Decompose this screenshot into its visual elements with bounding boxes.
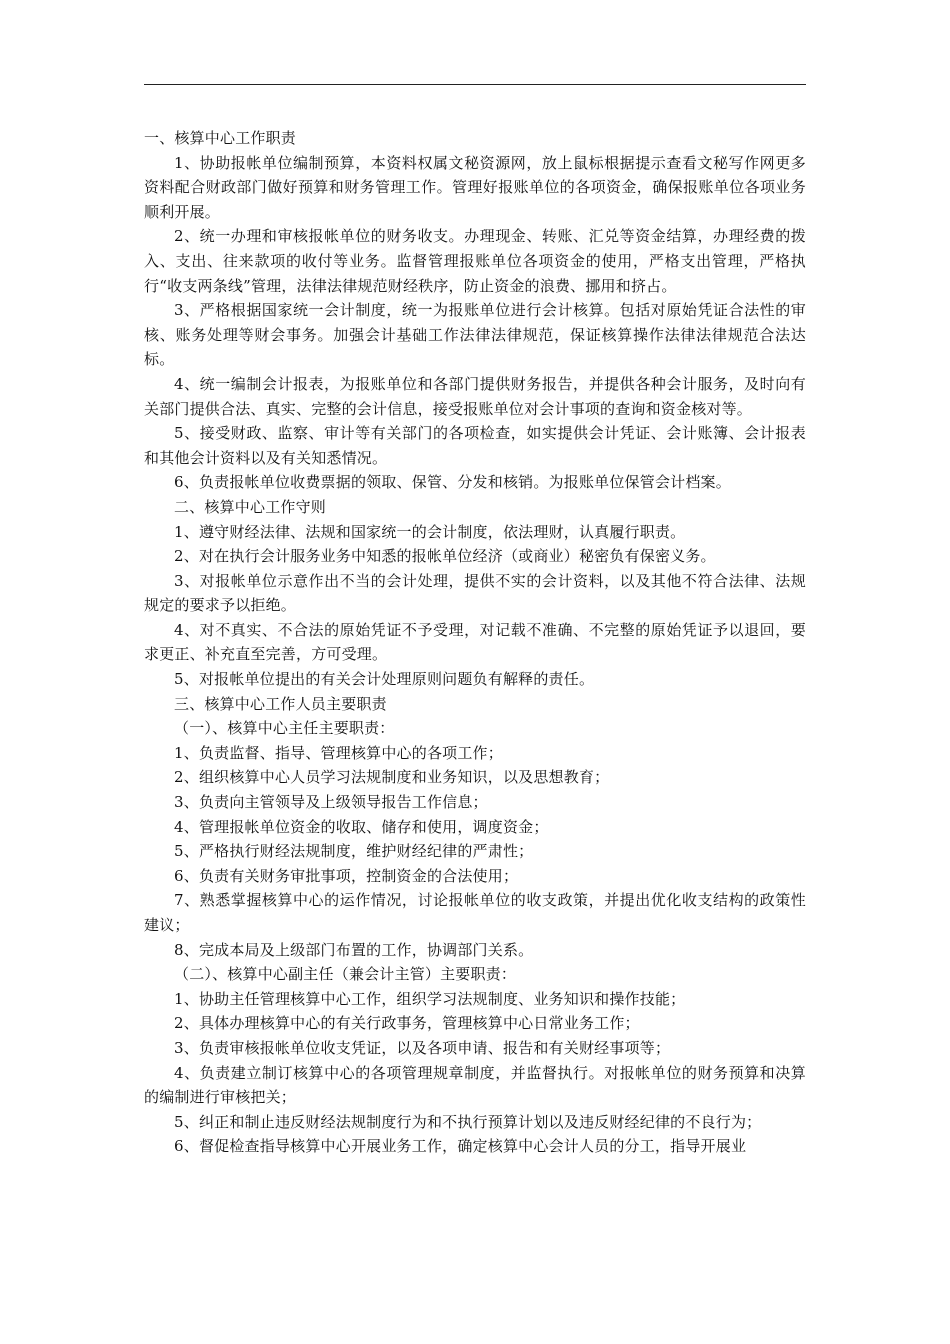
paragraph: 1、协助主任管理核算中心工作，组织学习法规制度、业务知识和操作技能； <box>174 989 686 1008</box>
paragraph: 5、纠正和制止违反财经法规制度行为和不执行预算计划以及违反财经纪律的不良行为； <box>174 1112 762 1131</box>
paragraph: 8、完成本局及上级部门布置的工作，协调部门关系。 <box>174 940 534 959</box>
paragraph: 1、协助报帐单位编制预算，本资料权属文秘资源网，放上鼠标根据提示查看文秘写作网更多资料配合财政部门做好预算和财务管理工作。管理好报账单位的各项资金，确保报账单位各项业务顺利开展。 <box>144 153 806 221</box>
paragraph: 5、接受财政、监察、审计等有关部门的各项检查，如实提供会计凭证、会计账簿、会计报表和其他会计资料以及有关知悉情况。 <box>144 424 806 467</box>
paragraph: 2、具体办理核算中心的有关行政事务，管理核算中心日常业务工作； <box>174 1014 640 1033</box>
paragraph: 6、负责报帐单位收费票据的领取、保管、分发和核销。为报账单位保管会计档案。 <box>174 473 731 492</box>
paragraph: 3、严格根据国家统一会计制度，统一为报账单位进行会计核算。包括对原始凭证合法性的审核、账务处理等财会事务。加强会计基础工作法律法律规范，保证核算操作法律法律规范合法达标。 <box>144 301 806 369</box>
paragraph: 3、对报帐单位示意作出不当的会计处理，提供不实的会计资料，以及其他不符合法律、法规规定的要求予以拒绝。 <box>144 571 806 615</box>
paragraph: 4、对不真实、不合法的原始凭证不予受理，对记载不准确、不完整的原始凭证予以退回，要求更正、补充直至完善，方可受理。 <box>144 620 806 664</box>
sub-heading-director: （一）、核算中心主任主要职责： <box>174 719 395 738</box>
paragraph: 3、负责向主管领导及上级领导报告工作信息； <box>174 793 488 812</box>
paragraph: 3、负责审核报帐单位收支凭证，以及各项申请、报告和有关财经事项等； <box>174 1038 671 1057</box>
paragraph: 5、严格执行财经法规制度，维护财经纪律的严肃性； <box>174 842 534 861</box>
paragraph: 2、统一办理和审核报帐单位的财务收支。办理现金、转账、汇兑等资金结算，办理经费的拨入、支出、往来款项的收付等业务。监督管理报账单位各项资金的使用，严格支出管理，严格执行“收支两条线”管理，法律法律规范财经秩序，防止资金的浪费、挪用和挤占。 <box>144 227 806 295</box>
header-rule <box>144 84 806 85</box>
paragraph: 4、负责建立制订核算中心的各项管理规章制度，并监督执行。对报帐单位的财务预算和决算的编制进行审核把关； <box>144 1063 806 1107</box>
heading-section-3: 三、核算中心工作人员主要职责 <box>174 694 387 713</box>
sub-heading-deputy-director: （二）、核算中心副主任（兼会计主管）主要职责： <box>174 965 517 984</box>
paragraph: 2、对在执行会计服务业务中知悉的报帐单位经济（或商业）秘密负有保密义务。 <box>174 547 716 566</box>
document-body <box>144 126 806 1159</box>
paragraph: 4、统一编制会计报表，为报账单位和各部门提供财务报告，并提供各种会计服务，及时向有关部门提供合法、真实、完整的会计信息，接受报账单位对会计事项的查询和资金核对等。 <box>144 374 806 418</box>
heading-section-1: 一、核算中心工作职责 <box>144 129 297 147</box>
paragraph: 1、遵守财经法律、法规和国家统一的会计制度，依法理财，认真履行职责。 <box>174 522 686 541</box>
paragraph: 6、负责有关财务审批事项，控制资金的合法使用； <box>174 866 519 885</box>
paragraph: 4、管理报帐单位资金的收取、储存和使用，调度资金； <box>174 817 549 836</box>
paragraph: 7、熟悉掌握核算中心的运作情况，讨论报帐单位的收支政策，并提出优化收支结构的政策性建议； <box>144 891 806 934</box>
paragraph: 1、负责监督、指导、管理核算中心的各项工作； <box>174 743 503 762</box>
paragraph: 2、组织核算中心人员学习法规制度和业务知识，以及思想教育； <box>174 768 610 787</box>
paragraph: 5、对报帐单位提出的有关会计处理原则问题负有解释的责任。 <box>174 670 595 689</box>
heading-section-2: 二、核算中心工作守则 <box>174 497 327 516</box>
paragraph: 6、督促检查指导核算中心开展业务工作，确定核算中心会计人员的分工，指导开展业 <box>174 1137 747 1156</box>
